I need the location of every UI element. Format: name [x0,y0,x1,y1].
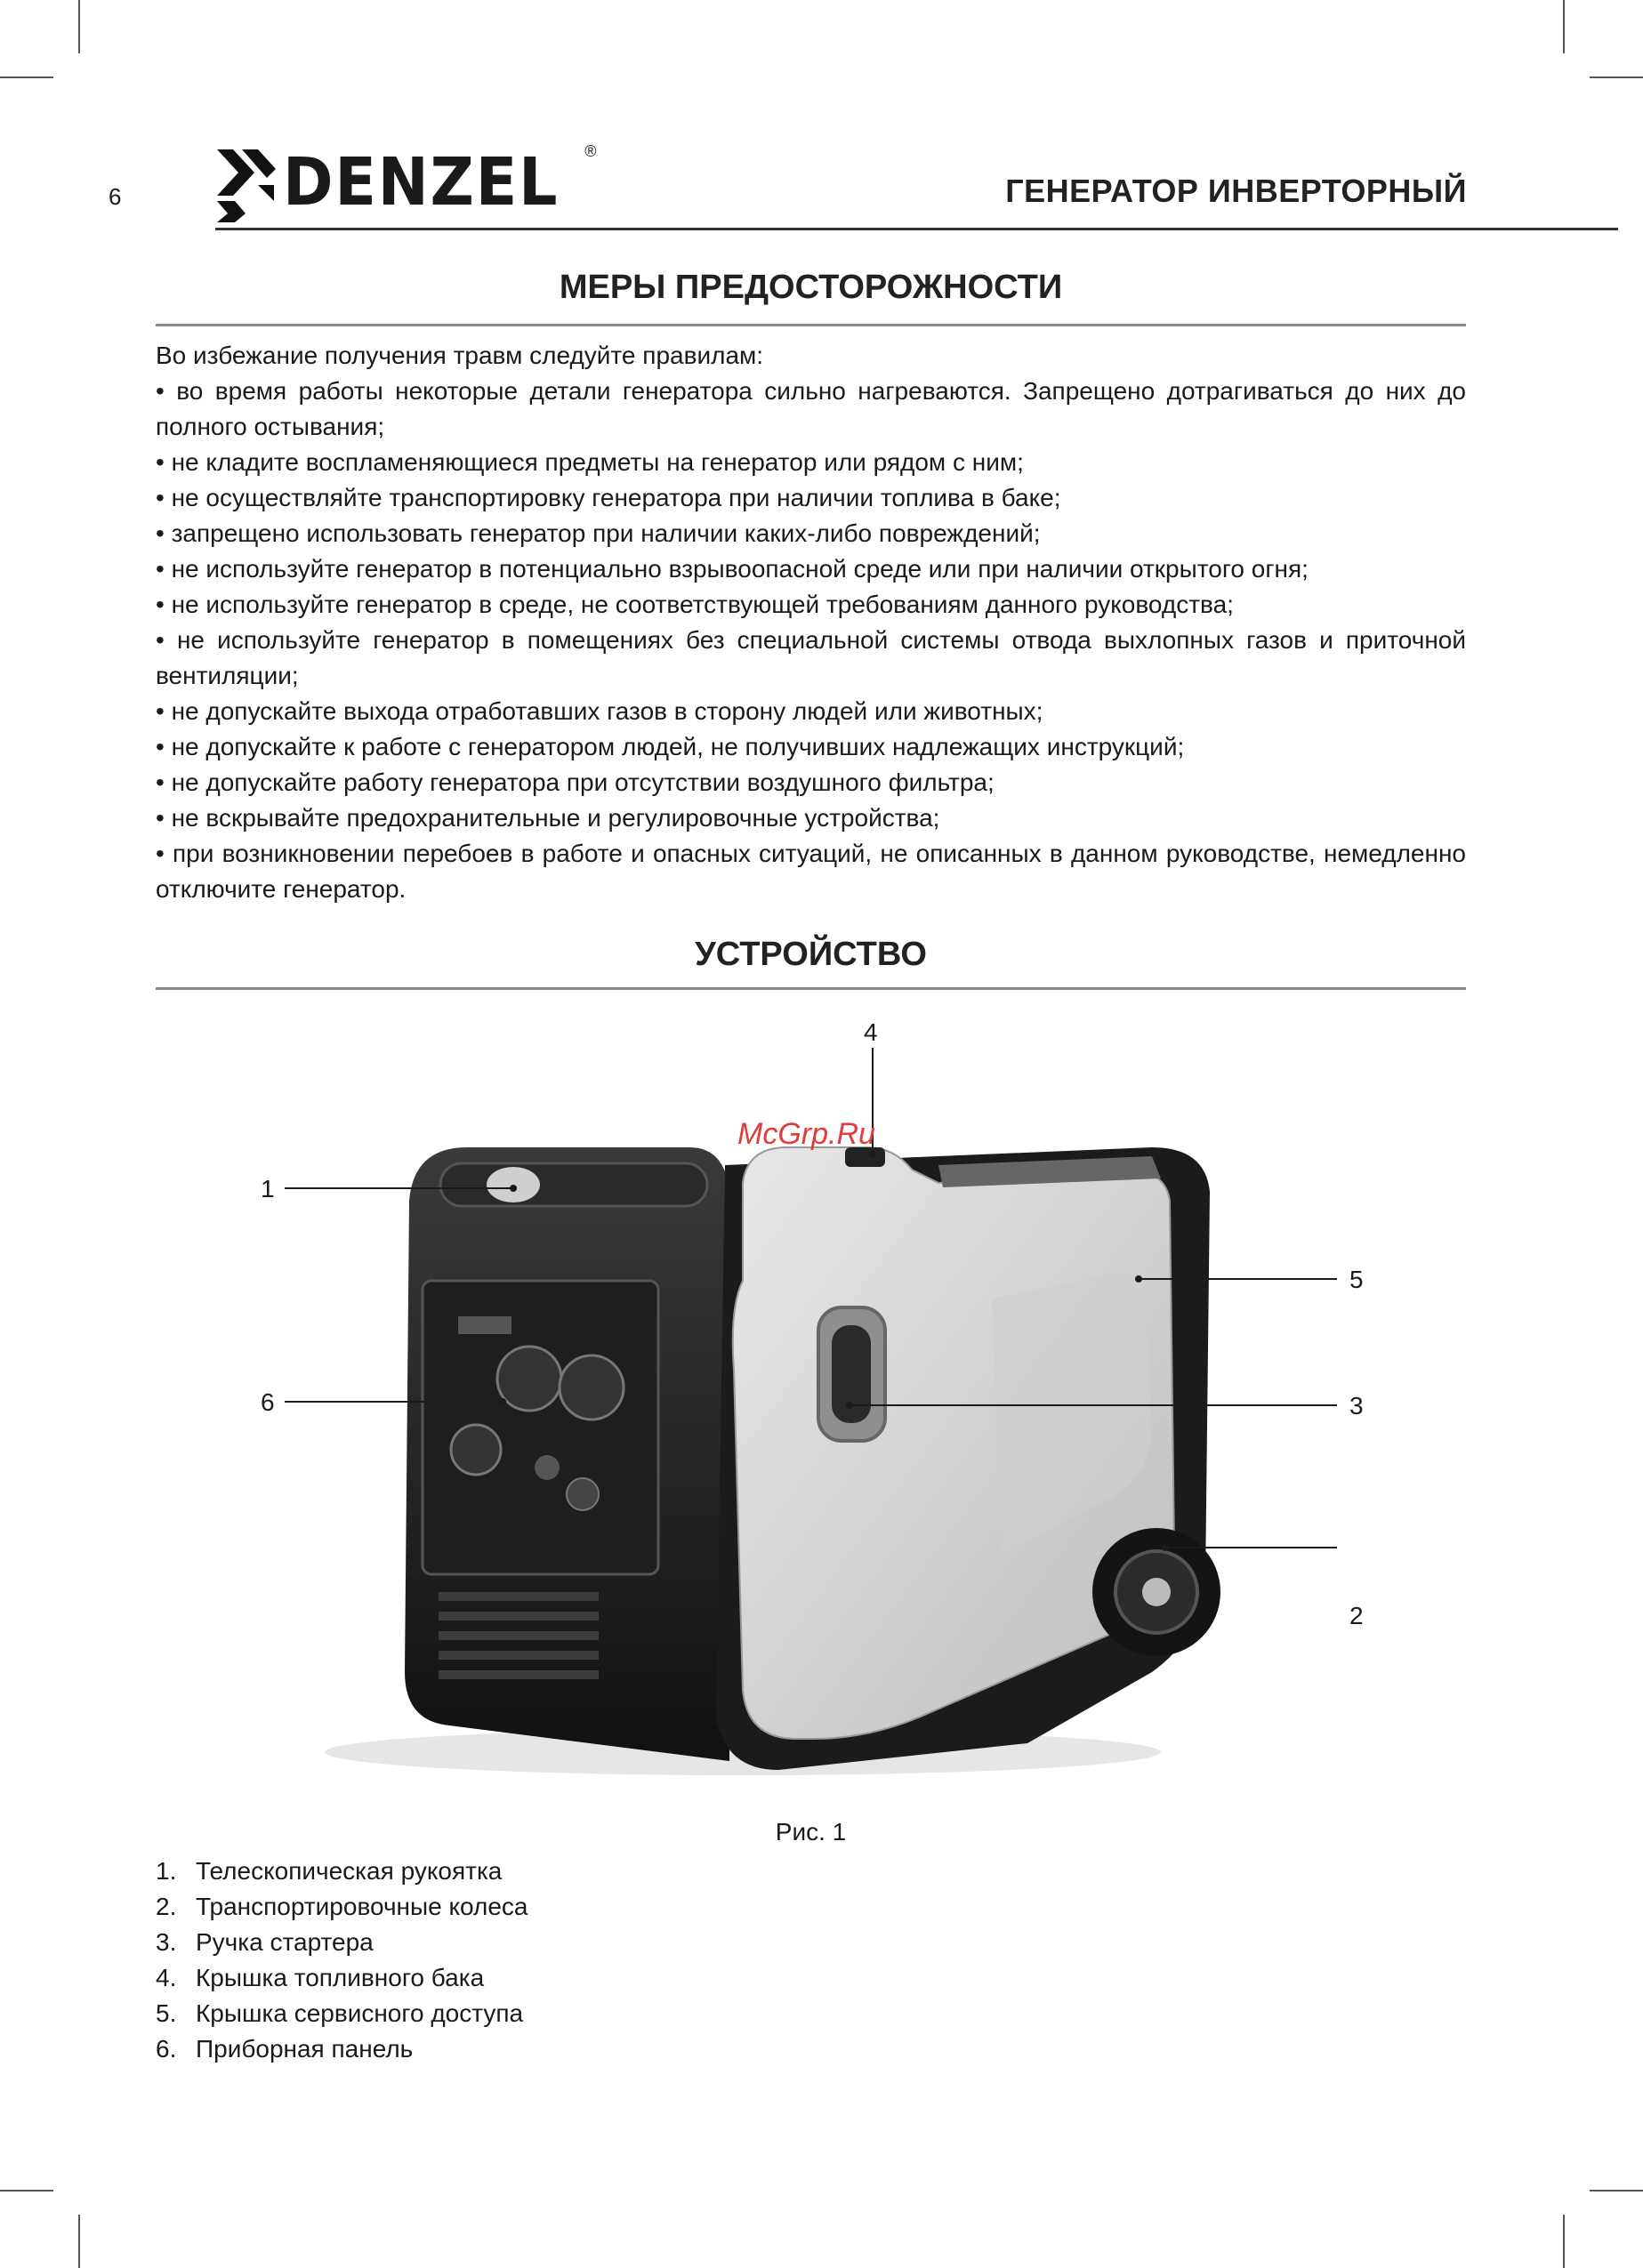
legend-label: Ручка стартера [196,1928,374,1956]
registered-mark: ® [584,142,597,160]
list-item: • не кладите воспламеняющиеся предметы на генератор или рядом с ним; [156,448,1024,476]
crop-mark [1590,2190,1643,2192]
brand-name: DENZEL [283,144,560,221]
legend-number: 3. [156,1928,177,1956]
generator-figure [156,1014,1466,1788]
precautions-list [156,338,1466,907]
brand-logo [215,142,597,222]
list-item: • не допускайте выхода отработавших газов в сторону людей или животных; [156,697,1043,725]
list-item [156,1889,528,1925]
precautions-divider [156,324,1466,326]
page-number: 6 [109,183,122,210]
list-item: • не используйте генератор в помещениях без специальной системы отвода выхлопных газов и приточной вентиляции; [156,626,1466,689]
callout-2: 2 [1349,1602,1364,1629]
brand-mark-icon [215,142,278,222]
legend-number: 5. [156,1999,177,2027]
precautions-intro: Во избежание получения травм следуйте правилам: [156,342,764,369]
list-item: • не вскрывайте предохранительные и регулировочные устройства; [156,804,940,832]
crop-mark [78,0,80,53]
device-divider [156,987,1466,990]
crop-mark [1590,76,1643,78]
crop-mark [78,2215,80,2268]
list-item: • при возникновении перебоев в работе и опасных ситуаций, не описанных в данном руководстве, немедленно отключите генератор. [156,840,1466,903]
parts-legend [156,1854,528,2067]
legend-label: Телескопическая рукоятка [196,1857,503,1885]
list-item: • не используйте генератор в потенциально взрывоопасной среде или при наличии открытого огня; [156,555,1309,583]
watermark: McGrp.Ru [737,1117,875,1151]
callout-3: 3 [1349,1392,1364,1420]
callout-4: 4 [864,1018,878,1046]
header-title: ГЕНЕРАТОР ИНВЕРТОРНЫЙ [1005,173,1467,209]
list-item [156,1925,528,1960]
device-title: УСТРОЙСТВО [695,936,927,973]
legend-number: 1. [156,1857,177,1885]
list-item: • во время работы некоторые детали генератора сильно нагреваются. Запрещено дотрагиваться до них до полного остывания; [156,377,1466,440]
list-item: • запрещено использовать генератор при наличии каких-либо повреждений; [156,519,1041,547]
legend-number: 6. [156,2035,177,2063]
legend-label: Крышка топливного бака [196,1964,485,1991]
crop-mark [1563,2215,1565,2268]
legend-label: Крышка сервисного доступа [196,1999,524,2027]
legend-number: 4. [156,1964,177,1991]
legend-label: Приборная панель [196,2035,414,2063]
list-item: • не осуществляйте транспортировку генератора при наличии топлива в баке; [156,484,1061,511]
list-item [156,2031,528,2067]
list-item [156,1854,528,1889]
crop-mark [1563,0,1565,53]
list-item [156,1996,528,2031]
figure-caption: Рис. 1 [775,1818,847,1846]
list-item [156,1960,528,1996]
list-item: • не допускайте к работе с генератором людей, не получивших надлежащих инструкций; [156,733,1185,760]
legend-label: Транспортировочные колеса [196,1893,528,1920]
crop-mark [0,76,53,78]
callout-6: 6 [261,1388,275,1416]
precautions-title: МЕРЫ ПРЕДОСТОРОЖНОСТИ [559,269,1063,306]
callout-1: 1 [261,1175,275,1202]
list-item: • не допускайте работу генератора при отсутствии воздушного фильтра; [156,768,995,796]
list-item: • не используйте генератор в среде, не соответствующей требованиям данного руководства; [156,591,1234,618]
callout-5: 5 [1349,1266,1364,1293]
generator-illustration [156,1014,1466,1788]
legend-number: 2. [156,1893,177,1920]
header-divider [215,228,1618,230]
crop-mark [0,2190,53,2192]
